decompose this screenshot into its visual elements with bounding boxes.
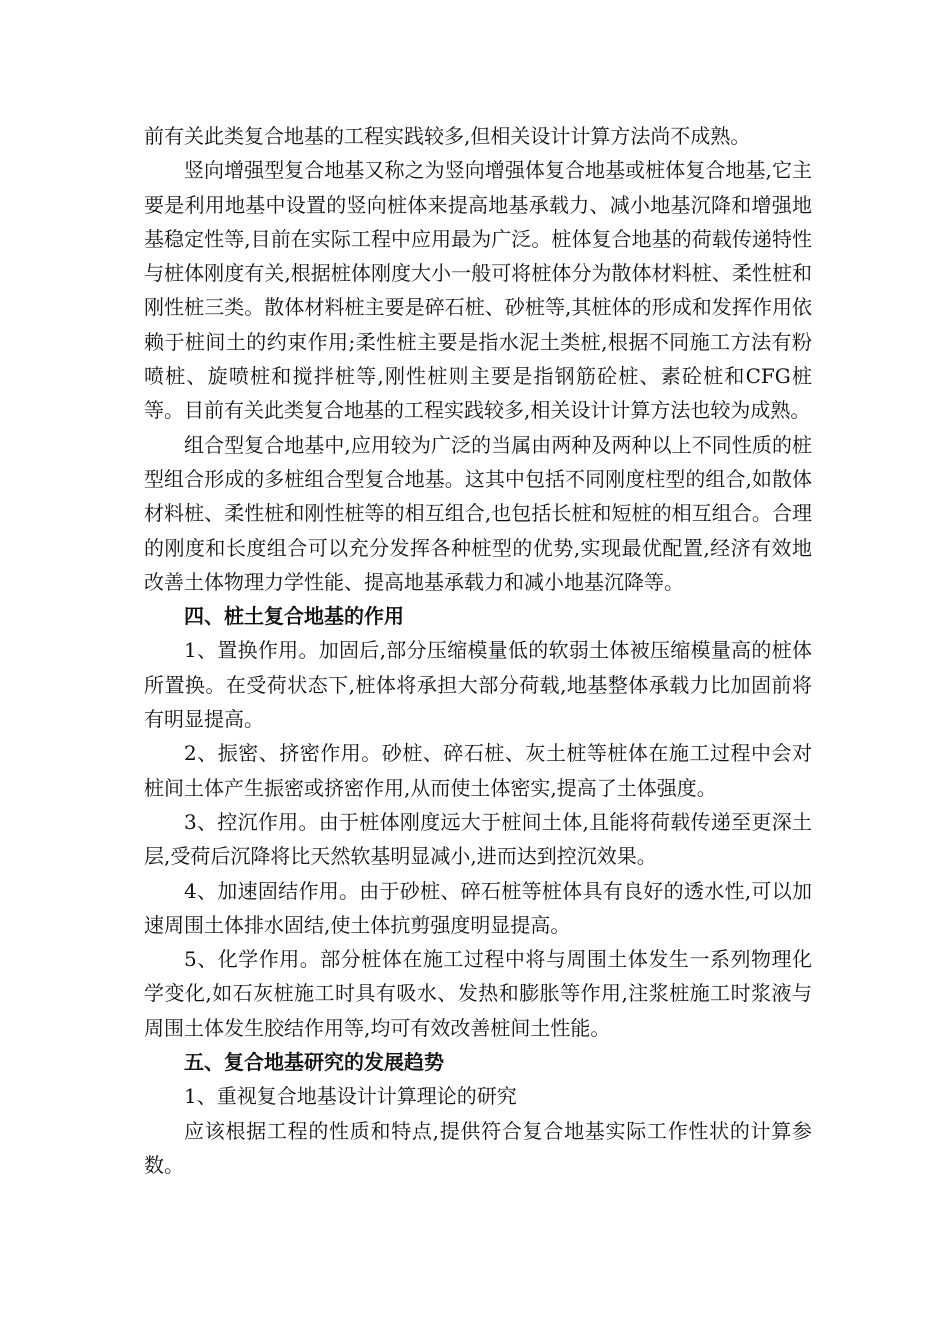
paragraph-consolidation: 4、加速固结作用。由于砂桩、碎石桩等桩体具有良好的透水性,可以加速周围土体排水固结,使土体抗剪强度明显提高。 <box>144 878 812 937</box>
paragraph-replacement: 1、置换作用。加固后,部分压缩模量低的软弱土体被压缩模量高的桩体所置换。在受荷状态下,桩体将承担大部分荷载,地基整体承载力比加固前将有明显提高。 <box>144 638 812 732</box>
paragraph-compaction: 2、振密、挤密作用。砂桩、碎石桩、灰土桩等桩体在施工过程中会对桩间土体产生振密或挤密作用,从而使土体密实,提高了土体强度。 <box>144 741 812 800</box>
section-heading-5: 五、复合地基研究的发展趋势 <box>184 1050 444 1075</box>
document-body <box>144 119 812 1182</box>
paragraph-parameters: 应该根据工程的性质和特点,提供符合复合地基实际工作性状的计算参数。 <box>144 1118 812 1177</box>
paragraph-settlement-control: 3、控沉作用。由于桩体刚度远大于桩间土体,且能将荷载传递至更深土层,受荷后沉降将比天然软基明显减小,进而达到控沉效果。 <box>144 809 812 869</box>
paragraph-chemical: 5、化学作用。部分桩体在施工过程中将与周围土体发生一系列物理化学变化,如石灰桩施工时具有吸水、发热和膨胀等作用,注浆桩施工时浆液与周围土体发生胶结作用等,均可有效改善桩间土性能。 <box>144 947 812 1040</box>
paragraph-vertical-reinforced: 竖向增强型复合地基又称之为竖向增强体复合地基或桩体复合地基,它主要是利用地基中设置的竖向桩体来提高地基承载力、减小地基沉降和增强地基稳定性等,目前在实际工程中应用最为广泛。桩体复合地基的荷载传递特性与桩体刚度有关,根据桩体刚度大小一般可将桩体分为散体材料桩、柔性桩和刚性桩三类。散体材料桩主要是碎石桩、砂桩等,其桩体的形成和发挥作用依赖于桩间土的约束作用;柔性桩主要是指水泥土类桩,根据不同施工方法有粉喷桩、旋喷桩和搅拌桩等,刚性桩则主要是指钢筋砼桩、素砼桩和CFG桩等。目前有关此类复合地基的工程实践较多,相关设计计算方法也较为成熟。 <box>144 158 812 423</box>
paragraph-design-theory: 1、重视复合地基设计计算理论的研究 <box>184 1084 517 1109</box>
paragraph-continuation: 前有关此类复合地基的工程实践较多,但相关设计计算方法尚不成熟。 <box>144 124 751 148</box>
paragraph-combined-type: 组合型复合地基中,应用较为广泛的当属由两种及两种以上不同性质的桩型组合形成的多桩组合型复合地基。这其中包括不同刚度柱型的组合,如散体材料桩、柔性桩和刚性桩等的相互组合,也包括长桩和短桩的相互组合。合理的刚度和长度组合可以充分发挥各种桩型的优势,实现最优配置,经济有效地改善土体物理力学性能、提高地基承载力和减小地基沉降等。 <box>144 432 812 594</box>
section-heading-4: 四、桩土复合地基的作用 <box>184 604 404 629</box>
